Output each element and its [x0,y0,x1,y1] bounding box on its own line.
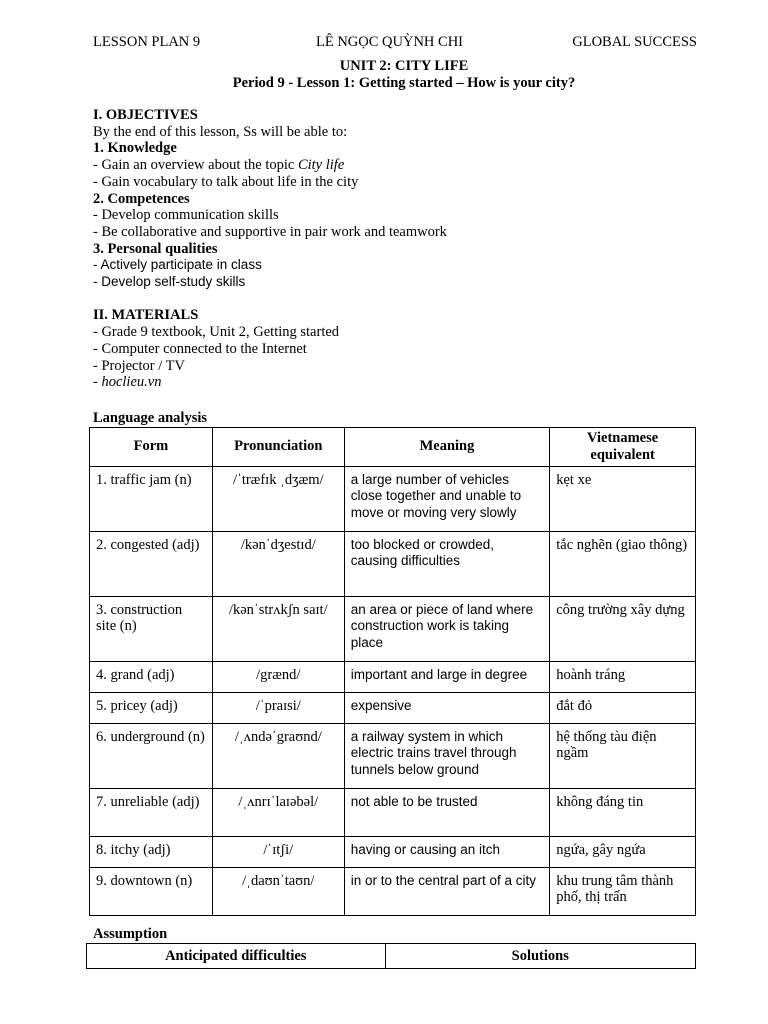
knowledge-heading: 1. Knowledge [93,140,177,157]
cell-meaning: having or causing an itch [344,836,550,867]
qualities-heading: 3. Personal qualities [93,240,218,257]
header-pronunciation: Pronunciation [212,428,344,467]
cell-form: 3. construction site (n) [90,596,213,661]
header-anticipated-difficulties: Anticipated difficulties [87,944,386,969]
knowledge-item-1 [93,157,713,174]
assumption-header-row [87,944,696,969]
language-analysis-table [89,427,696,916]
competences-item-1: - Develop communication skills [93,207,279,224]
cell-pronunciation: /kənˈdʒestɪd/ [212,531,344,596]
header-author: LÊ NGỌC QUỲNH CHI [316,34,464,50]
header-series: GLOBAL SUCCESS [572,34,697,50]
qualities-item-1: - Actively participate in class [93,257,262,273]
objectives-heading: I. OBJECTIVES [93,107,198,123]
table-row [90,466,696,531]
cell-meaning: expensive [344,692,550,723]
assumption-table [86,943,696,969]
materials-item-4-dash: - [93,374,102,391]
materials-heading: II. MATERIALS [93,307,199,324]
cell-vietnamese: hoành tráng [550,661,696,692]
cell-vietnamese: khu trung tâm thành phố, thị trấn [550,867,696,915]
cell-meaning: a railway system in which electric trains travel through tunnels below ground [344,723,550,788]
cell-pronunciation: /ˌdaʊnˈtaʊn/ [212,867,344,915]
cell-vietnamese: công trường xây dựng [550,596,696,661]
cell-vietnamese: không đáng tin [550,788,696,836]
cell-form: 8. itchy (adj) [90,836,213,867]
header-meaning: Meaning [344,428,550,467]
table-row [90,661,696,692]
cell-form: 5. pricey (adj) [90,692,213,723]
cell-meaning: in or to the central part of a city [344,867,550,915]
materials-item-4 [93,374,713,391]
cell-meaning: a large number of vehicles close together and unable to move or moving very slowly [344,466,550,531]
table-row [90,836,696,867]
period-title: Period 9 - Lesson 1: Getting started – How is your city? [232,75,576,91]
cell-pronunciation: /ˈpraɪsi/ [212,692,344,723]
header-vietnamese: Vietnamese equivalent [550,428,696,467]
cell-pronunciation: /ˈtræfɪk ˌdʒæm/ [212,466,344,531]
cell-vietnamese: kẹt xe [550,466,696,531]
knowledge-item-1-topic: City life [297,157,345,174]
cell-meaning: not able to be trusted [344,788,550,836]
cell-form: 4. grand (adj) [90,661,213,692]
competences-item-2: - Be collaborative and supportive in pair work and teamwork [93,223,447,240]
cell-vietnamese: đắt đỏ [550,692,696,723]
cell-pronunciation: /grænd/ [212,661,344,692]
spacer [93,291,713,308]
table-row [90,596,696,661]
header-form: Form [90,428,213,467]
cell-form: 6. underground (n) [90,723,213,788]
table-row [90,867,696,915]
objectives-intro: By the end of this lesson, Ss will be able to: [93,123,348,140]
materials-item-1: - Grade 9 textbook, Unit 2, Getting started [93,324,340,341]
header-lesson-plan: LESSON PLAN 9 [93,34,201,50]
cell-form: 1. traffic jam (n) [90,466,213,531]
header-solutions: Solutions [385,944,695,969]
body-text [93,107,713,391]
cell-form: 7. unreliable (adj) [90,788,213,836]
knowledge-item-1-text: - Gain an overview about the topic [93,157,298,174]
cell-vietnamese: hệ thống tàu điện ngầm [550,723,696,788]
cell-pronunciation: /kənˈstrʌkʃn saɪt/ [212,596,344,661]
assumption-label: Assumption [93,926,168,942]
cell-pronunciation: /ˌʌndəˈgraʊnd/ [212,723,344,788]
cell-pronunciation: /ˈɪtʃi/ [212,836,344,867]
unit-title: UNIT 2: CITY LIFE [339,58,469,74]
cell-vietnamese: ngứa, gây ngứa [550,836,696,867]
table-row [90,788,696,836]
cell-form: 9. downtown (n) [90,867,213,915]
table-header-row [90,428,696,467]
cell-meaning: important and large in degree [344,661,550,692]
materials-item-2: - Computer connected to the Internet [93,340,307,357]
qualities-item-2: - Develop self-study skills [93,274,246,290]
table-row [90,692,696,723]
materials-item-4-site: hoclieu.vn [101,374,162,391]
cell-meaning: too blocked or crowded, causing difficulties [344,531,550,596]
page-header [93,34,697,52]
table-row [90,531,696,596]
cell-vietnamese: tắc nghẽn (giao thông) [550,531,696,596]
lesson-titles [0,58,768,92]
cell-form: 2. congested (adj) [90,531,213,596]
table-row [90,723,696,788]
language-analysis-label: Language analysis [93,410,208,426]
cell-pronunciation: /ˌʌnrɪˈlaɪəbəl/ [212,788,344,836]
materials-item-3: - Projector / TV [93,357,185,374]
cell-meaning: an area or piece of land where construction work is taking place [344,596,550,661]
knowledge-item-2: - Gain vocabulary to talk about life in the city [93,173,359,190]
competences-heading: 2. Competences [93,190,190,207]
